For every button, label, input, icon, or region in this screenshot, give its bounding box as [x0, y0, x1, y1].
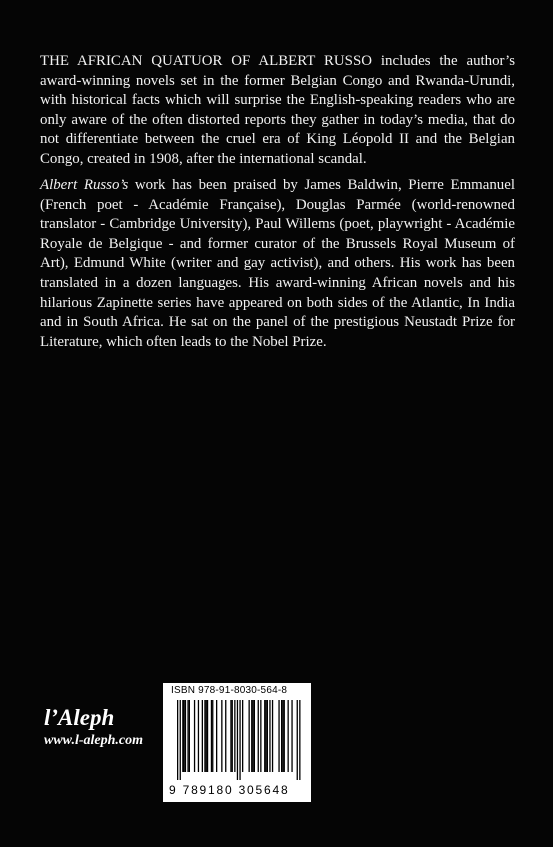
barcode-bar	[202, 700, 203, 772]
barcode-bar	[182, 700, 183, 772]
barcode-bar	[269, 700, 270, 772]
barcode-bar	[185, 700, 186, 772]
barcode-bar	[258, 700, 259, 772]
barcode-bar	[211, 700, 212, 772]
barcode-bar	[194, 700, 195, 772]
blurb-paragraph-1	[40, 52, 515, 170]
blurb-paragraph-2	[40, 176, 515, 352]
barcode-bar	[204, 700, 205, 772]
barcode-bar	[230, 700, 231, 772]
barcode-digits: 9 789180 305648	[169, 783, 290, 797]
publisher-logo: l’Aleph	[44, 705, 115, 730]
barcode-bar	[221, 700, 222, 772]
barcode-bar	[237, 700, 238, 780]
barcode-bar	[264, 700, 265, 772]
barcode-bar	[225, 700, 226, 772]
barcode-bar	[216, 700, 217, 772]
publisher-url: www.l-aleph.com	[44, 733, 144, 748]
barcode-bar	[180, 700, 181, 780]
barcode-bar	[189, 700, 190, 772]
barcode-bar	[234, 700, 235, 772]
barcode-bar	[278, 700, 279, 772]
barcode-bar	[284, 700, 285, 772]
barcode-bar	[297, 700, 298, 780]
barcode-bar	[254, 700, 255, 772]
barcode-bar	[299, 700, 300, 780]
barcode-bar	[206, 700, 207, 772]
barcode-bar	[207, 700, 208, 772]
isbn-barcode	[163, 683, 311, 802]
barcode-bar	[291, 700, 292, 772]
blurb-paragraph-1-text: includes the author’s award-winning novels set in the former Belgian Congo and Rwanda-Urundi, with historical facts which will surprise the English-speaking readers who are only aware of the often distorted reports they gather in today’s media, that do not differentiate between the cruel era of King Léopold II and the Belgian Congo, created in 1908, after the international scandal.	[40, 53, 516, 167]
barcode-bar	[272, 700, 273, 772]
barcode-bar	[177, 700, 178, 780]
barcode-bar	[232, 700, 233, 772]
barcode-bar	[198, 700, 199, 772]
isbn-label: ISBN 978-91-8030-564-8	[171, 685, 288, 696]
barcode-bar	[251, 700, 252, 772]
barcode-bars	[167, 700, 307, 782]
barcode-bar	[281, 700, 282, 772]
barcode-bar	[249, 700, 250, 772]
barcode-bar	[282, 700, 283, 772]
barcode-bar	[265, 700, 266, 772]
barcode-bar	[260, 700, 261, 772]
publisher-block	[44, 705, 143, 749]
series-title: THE AFRICAN QUATUOR OF ALBERT RUSSO	[40, 53, 373, 69]
barcode-bar	[239, 700, 240, 780]
author-name: Albert Russo’s	[40, 177, 129, 193]
barcode-bar	[252, 700, 253, 772]
barcode-bar	[242, 700, 243, 772]
blurb-paragraph-2-text: work has been praised by James Baldwin, Pierre Emmanuel (French poet - Académie Française), Douglas Parmée (world-renowned translator - Cambridge University), Paul Willems (poet, playwright - Académie Royale de Belgique - and former curator of the Brussels Royal Museum of Art), Edmund White (writer and gay activist), and others. His work has been translated in a dozen languages. His award-winning African novels and his hilarious Zapinette series have appeared on both sides of the Atlantic, In India and in South Africa. He sat on the panel of the prestigious Neustadt Prize for Literature, which often leads to the Nobel Prize.	[40, 177, 515, 350]
barcode-bar	[267, 700, 268, 772]
barcode-bar	[187, 700, 188, 772]
barcode-bar	[212, 700, 213, 772]
barcode-bar	[288, 700, 289, 772]
barcode-bar	[184, 700, 185, 772]
